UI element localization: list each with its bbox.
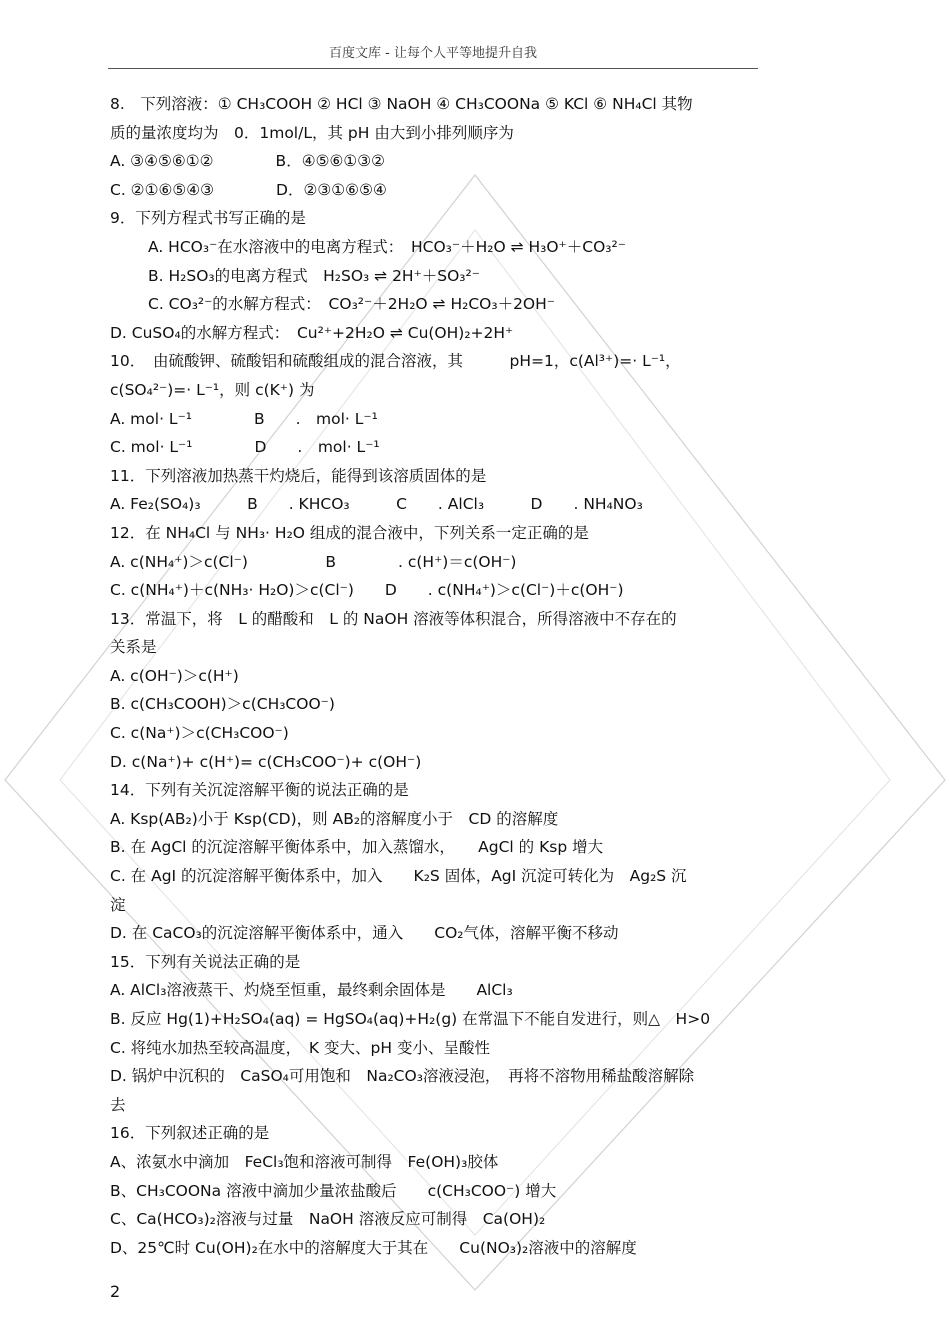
- text-line: 16．下列叙述正确的是: [110, 1124, 270, 1143]
- text-line: 12．在 NH₄Cl 与 NH₃· H₂O 组成的混合液中，下列关系一定正确的是: [110, 523, 589, 542]
- text-line: 关系是: [110, 638, 157, 657]
- text-line: A. mol· L⁻¹ B . mol· L⁻¹: [110, 409, 378, 428]
- page-header: 百度文库 - 让每个人平等地提升自我: [108, 42, 758, 69]
- text-line: C. mol· L⁻¹ D . mol· L⁻¹: [110, 438, 380, 457]
- text-line: c(SO₄²⁻)=· L⁻¹，则 c(K⁺) 为: [110, 380, 315, 399]
- text-line: B. c(CH₃COOH)＞c(CH₃COO⁻): [110, 695, 335, 714]
- text-line: B. 在 AgCl 的沉淀溶解平衡体系中，加入蒸馏水， AgCl 的 Ksp 增大: [110, 838, 604, 857]
- text-line: 15．下列有关说法正确的是: [110, 952, 301, 971]
- text-line: A. c(OH⁻)＞c(H⁺): [110, 666, 239, 685]
- text-line: 10． 由硫酸钾、硫酸铝和硫酸组成的混合溶液，其 pH=1，c(Al³⁺)=· L⁻¹，: [110, 352, 681, 371]
- text-line: 14．下列有关沉淀溶解平衡的说法正确的是: [110, 781, 409, 800]
- text-line: D. CuSO₄的水解方程式： Cu²⁺+2H₂O ⇌ Cu(OH)₂+2H⁺: [110, 323, 514, 342]
- text-line: 去: [110, 1095, 126, 1114]
- text-line: C. c(Na⁺)＞c(CH₃COO⁻): [110, 724, 289, 743]
- text-line: C. ②①⑥⑤④③ D．②③①⑥⑤④: [110, 180, 387, 199]
- text-line: D. 锅炉中沉积的 CaSO₄可用饱和 Na₂CO₃溶液浸泡， 再将不溶物用稀盐酸溶解除: [110, 1067, 695, 1086]
- text-line: B. H₂SO₃的电离方程式 H₂SO₃ ⇌ 2H⁺＋SO₃²⁻: [148, 266, 480, 285]
- text-line: A. Ksp(AB₂)小于 Ksp(CD)，则 AB₂的溶解度小于 CD 的溶解度: [110, 809, 559, 828]
- text-line: A、浓氨水中滴加 FeCl₃饱和溶液可制得 Fe(OH)₃胶体: [110, 1152, 499, 1171]
- text-line: C. c(NH₄⁺)＋c(NH₃· H₂O)＞c(Cl⁻) D . c(NH₄⁺)＞c(Cl⁻)＋c(OH⁻): [110, 581, 624, 600]
- text-line: A. Fe₂(SO₄)₃ B . KHCO₃ C . AlCl₃ D . NH₄NO₃: [110, 495, 643, 514]
- text-line: 8. 下列溶液：① CH₃COOH ② HCl ③ NaOH ④ CH₃COONa ⑤ KCl ⑥ NH₄Cl 其物: [110, 95, 693, 113]
- text-line: 9．下列方程式书写正确的是: [110, 209, 306, 228]
- text-line: 质的量浓度均为 0．1mol/L，其 pH 由大到小排列顺序为: [110, 123, 514, 142]
- text-line: C、Ca(HCO₃)₂溶液与过量 NaOH 溶液反应可制得 Ca(OH)₂: [110, 1210, 546, 1229]
- text-line: A. AlCl₃溶液蒸干、灼烧至恒重，最终剩余固体是 AlCl₃: [110, 981, 513, 1000]
- text-line: D、25℃时 Cu(OH)₂在水中的溶解度大于其在 Cu(NO₃)₂溶液中的溶解度: [110, 1238, 637, 1257]
- text-line: B. 反应 Hg(1)+H₂SO₄(aq) = HgSO₄(aq)+H₂(g) 在常温下不能自发进行，则△ H>0: [110, 1010, 711, 1028]
- text-line: C. CO₃²⁻的水解方程式： CO₃²⁻＋2H₂O ⇌ H₂CO₃＋2OH⁻: [148, 295, 555, 314]
- page-number: 2: [110, 1282, 121, 1301]
- text-line: B、CH₃COONa 溶液中滴加少量浓盐酸后 c(CH₃COO⁻) 增大: [110, 1181, 557, 1200]
- text-line: 13．常温下，将 L 的醋酸和 L 的 NaOH 溶液等体积混合，所得溶液中不存在的: [110, 609, 677, 628]
- text-line: A. c(NH₄⁺)＞c(Cl⁻) B . c(H⁺)＝c(OH⁻): [110, 552, 517, 571]
- text-line: 11．下列溶液加热蒸干灼烧后，能得到该溶质固体的是: [110, 466, 487, 485]
- text-line: C. 在 AgI 的沉淀溶解平衡体系中，加入 K₂S 固体，AgI 沉淀可转化为 Ag₂S 沉: [110, 867, 687, 886]
- text-line: D. c(Na⁺)+ c(H⁺)= c(CH₃COO⁻)+ c(OH⁻): [110, 752, 422, 771]
- text-line: A. HCO₃⁻在水溶液中的电离方程式： HCO₃⁻＋H₂O ⇌ H₃O⁺＋CO₃²⁻: [148, 237, 626, 256]
- document-body: [110, 90, 770, 1262]
- text-line: D. 在 CaCO₃的沉淀溶解平衡体系中，通入 CO₂气体，溶解平衡不移动: [110, 924, 619, 943]
- text-line: A. ③④⑤⑥①② B．④⑤⑥①③②: [110, 152, 386, 171]
- text-line: C. 将纯水加热至较高温度， K 变大、pH 变小、呈酸性: [110, 1038, 490, 1057]
- text-line: 淀: [110, 895, 126, 914]
